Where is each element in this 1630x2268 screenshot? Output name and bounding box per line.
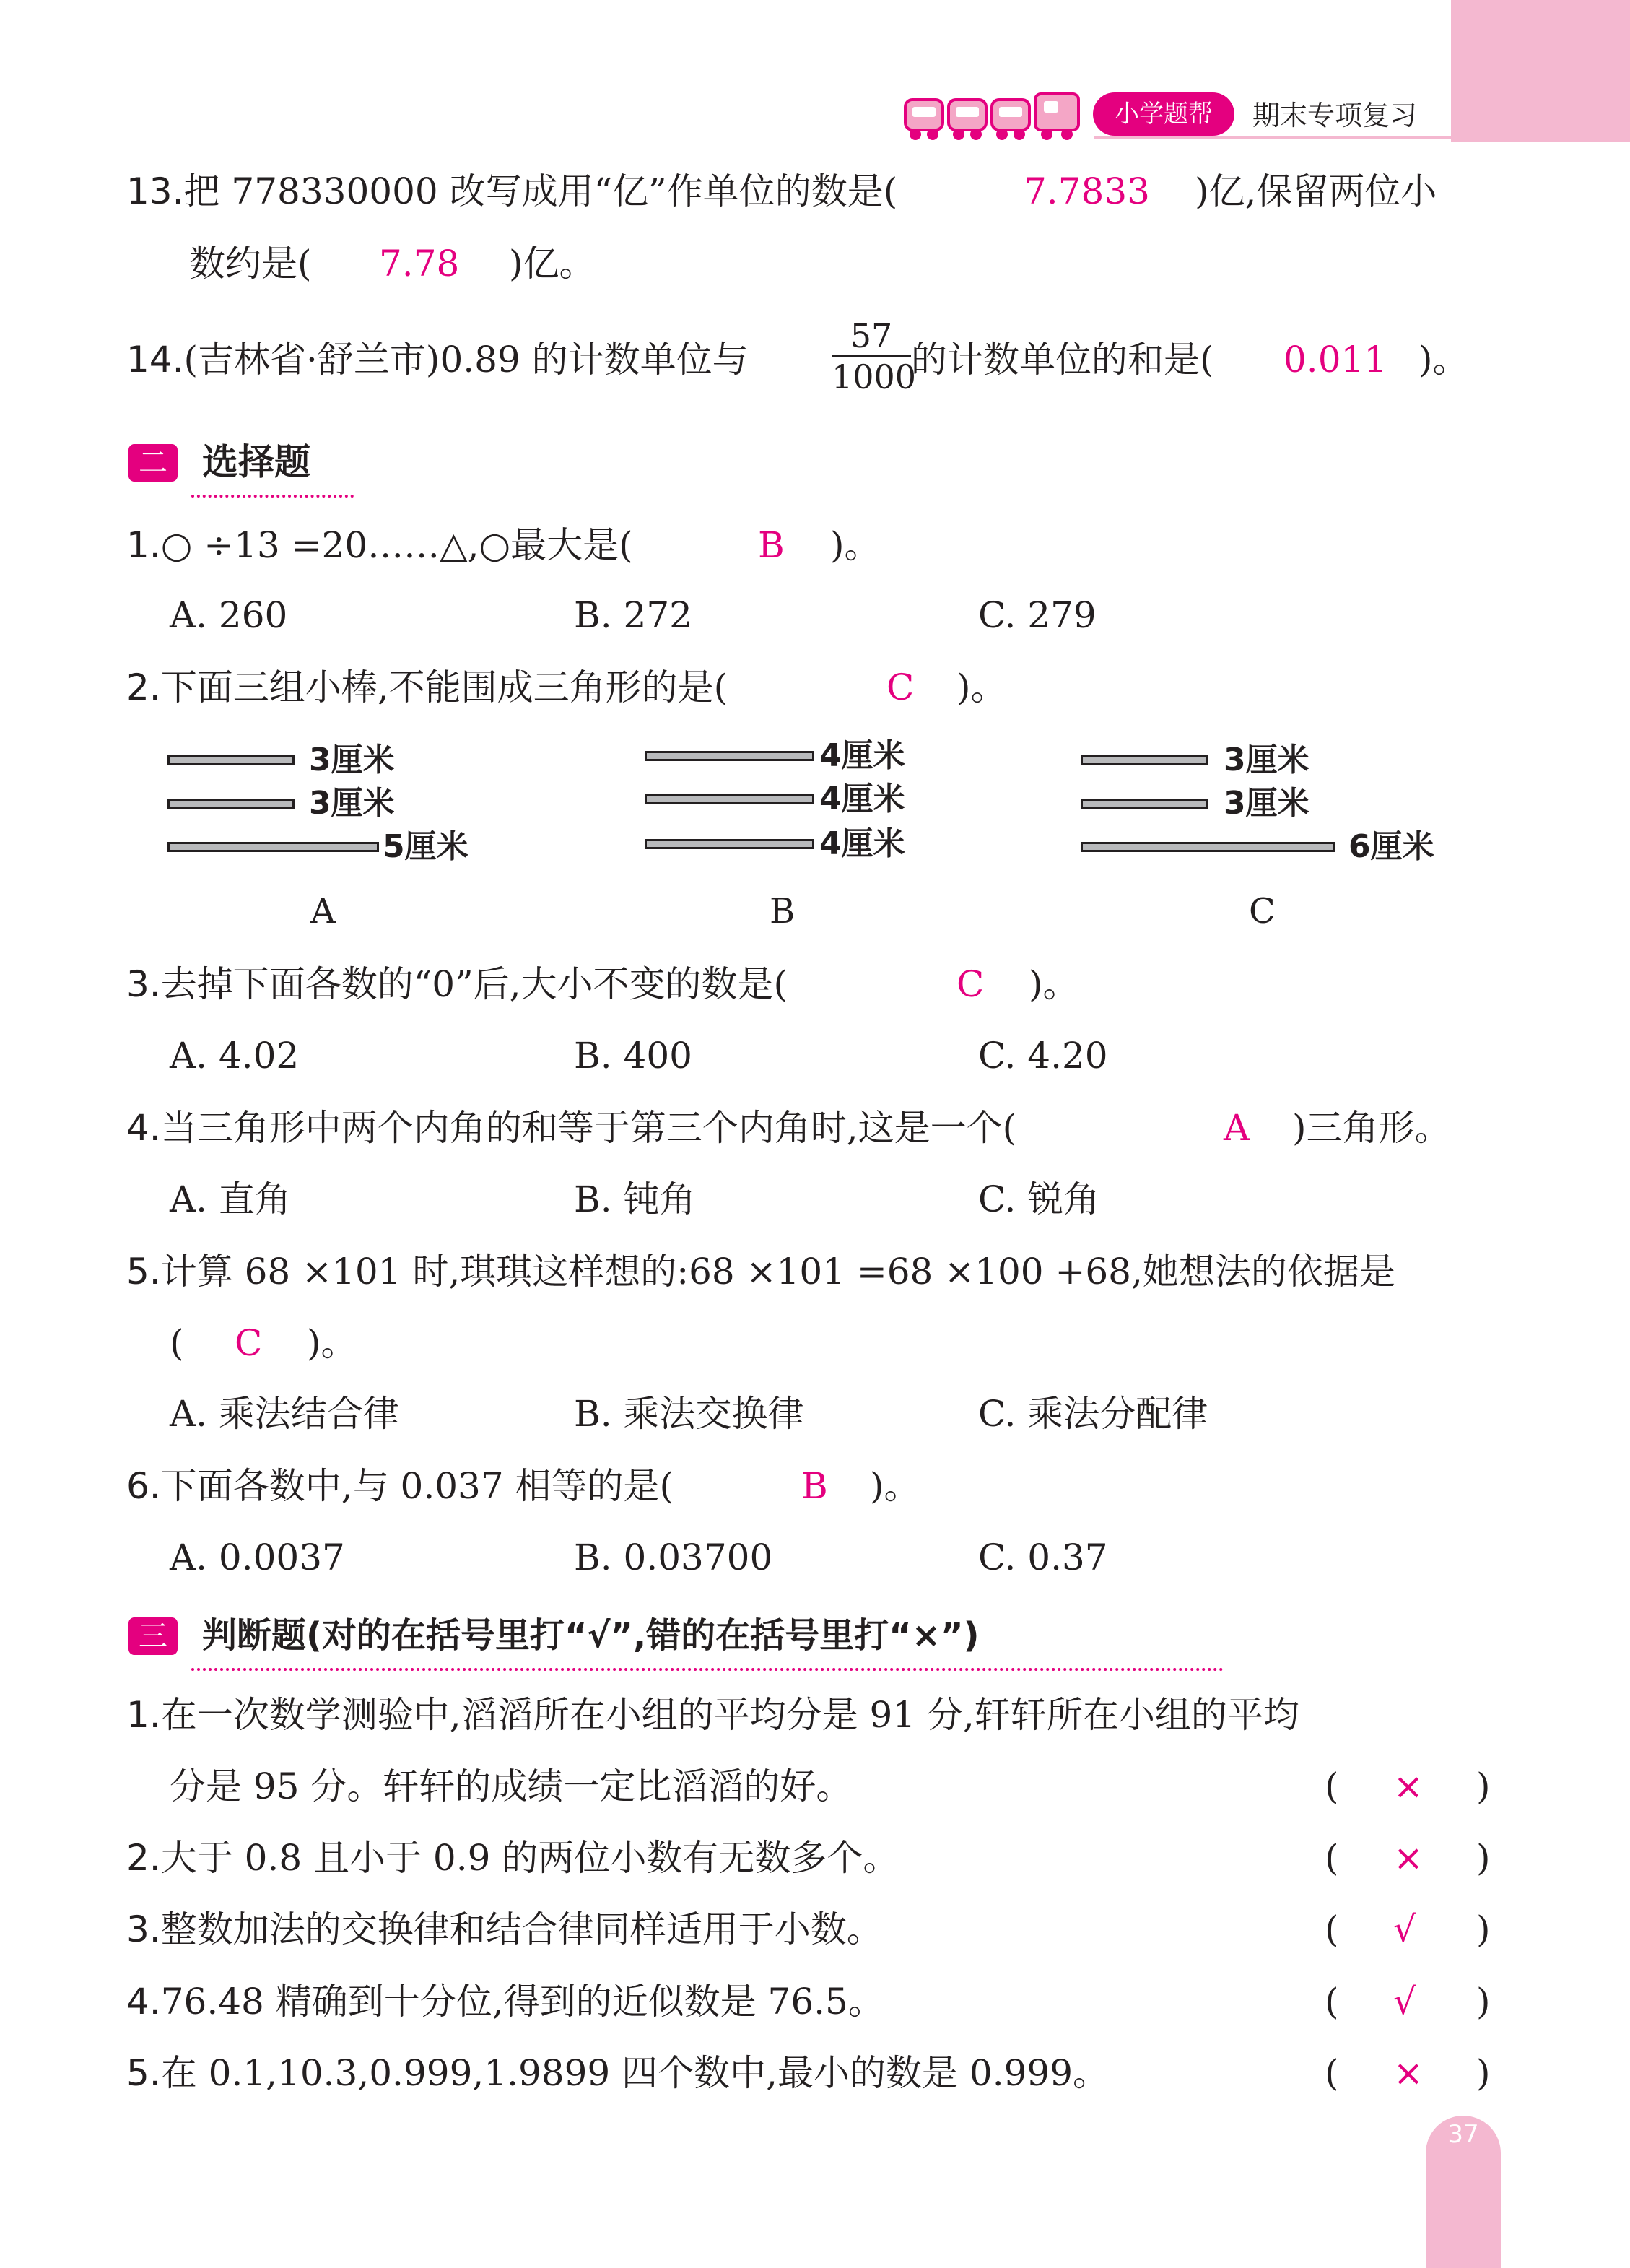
q14-answer: 0.011 — [1283, 339, 1387, 381]
s2-q5-option-c: C. 乘法分配律 — [978, 1393, 1208, 1435]
stick-b2-label: 4厘米 — [819, 781, 905, 817]
s3-q5-answer: × — [1393, 2052, 1424, 2094]
q14-number: 14. — [126, 339, 184, 381]
s2-q1-stem — [126, 523, 633, 567]
s3-q3-text: 整数加法的交换律和结合律同样适用于小数。 — [160, 1908, 883, 1950]
q13-line2: 数约是( — [189, 243, 312, 284]
s2-q5-option-a: A. 乘法结合律 — [170, 1393, 399, 1435]
fraction-denominator: 1000 — [832, 357, 917, 396]
s2-q3-answer: C — [956, 963, 985, 1005]
s2-q3-option-a: A. 4.02 — [170, 1035, 300, 1077]
train-icon — [902, 85, 1083, 144]
stick-a2 — [167, 799, 295, 809]
stick-a3 — [167, 842, 379, 852]
q13-stem-end: )亿,保留两位小 — [1195, 170, 1437, 212]
s3-q4-answer: √ — [1393, 1981, 1416, 2022]
s2-q3-text: 去掉下面各数的“0”后,大小不变的数是( — [160, 963, 788, 1005]
s3-q2-answer: × — [1393, 1837, 1424, 1879]
stick-b1 — [645, 751, 814, 761]
stick-c3-label: 6厘米 — [1348, 828, 1434, 865]
q14-line — [126, 338, 749, 381]
s3-q4-paren-close: ) — [1476, 1981, 1491, 2022]
section2-underline — [191, 495, 354, 498]
s2-q4-number: 4. — [126, 1107, 161, 1149]
s2-q4-answer: A — [1224, 1107, 1250, 1149]
stick-b2 — [645, 794, 814, 804]
s3-q3-answer: √ — [1393, 1908, 1416, 1950]
stick-c2-label: 3厘米 — [1224, 785, 1309, 822]
stick-a1-label: 3厘米 — [309, 742, 395, 778]
stick-a2-label: 3厘米 — [309, 785, 395, 822]
q13-line2-end: )亿。 — [509, 243, 596, 284]
s3-q3-paren-close: ) — [1476, 1908, 1491, 1950]
s2-q1-answer: B — [758, 524, 785, 566]
stick-c3 — [1081, 842, 1335, 852]
s2-q6-answer: B — [801, 1465, 828, 1507]
s3-q4-text: 76.48 精确到十分位,得到的近似数是 76.5。 — [160, 1981, 884, 2022]
s3-q4-line — [126, 1980, 884, 2023]
s2-q4-text: 当三角形中两个内角的和等于第三个内角时,这是一个( — [160, 1107, 1017, 1149]
s3-q5-paren-close: ) — [1476, 2052, 1491, 2094]
s2-q5-option-b: B. 乘法交换律 — [574, 1393, 804, 1435]
stick-b3 — [645, 839, 814, 849]
s2-q1-option-a: A. 260 — [170, 594, 288, 636]
s2-q3-stem — [126, 963, 788, 1006]
s2-q5-stem — [126, 1250, 1395, 1293]
s2-q3-number: 3. — [126, 963, 161, 1005]
q14-stem-mid: 的计数单位的和是( — [911, 339, 1214, 381]
stick-b1-label: 4厘米 — [819, 737, 905, 774]
q14-stem-end: )。 — [1418, 339, 1469, 381]
s3-q1-text: 在一次数学测验中,滔滔所在小组的平均分是 91 分,轩轩所在小组的平均 — [160, 1694, 1299, 1736]
s2-q6-option-a: A. 0.0037 — [170, 1537, 345, 1578]
s2-q6-option-c: C. 0.37 — [978, 1537, 1108, 1578]
s2-q2-answer: C — [886, 666, 915, 708]
header-rule — [1094, 136, 1451, 139]
s2-q6-stem — [126, 1464, 674, 1508]
stick-group-c-label: C — [1249, 891, 1276, 931]
fraction-numerator: 57 — [850, 316, 893, 355]
page-number-tab — [1426, 2116, 1501, 2268]
s2-q2-number: 2. — [126, 666, 161, 708]
s3-q2-number: 2. — [126, 1837, 161, 1879]
s3-q2-paren-close: ) — [1476, 1837, 1491, 1879]
s2-q6-stem-end: )。 — [870, 1465, 920, 1507]
s2-q6-option-b: B. 0.03700 — [574, 1537, 773, 1578]
s2-q4-option-c: C. 锐角 — [978, 1178, 1100, 1220]
section3-underline — [191, 1668, 1224, 1671]
s2-q3-option-b: B. 400 — [574, 1035, 692, 1077]
s2-q4-stem-end: )三角形。 — [1292, 1107, 1451, 1149]
q14-stem: (吉林省·舒兰市)0.89 的计数单位与 — [183, 339, 749, 381]
s3-q5-text: 在 0.1,10.3,0.999,1.9899 四个数中,最小的数是 0.999。 — [160, 2052, 1110, 2094]
page-number: 37 — [1447, 2120, 1479, 2149]
s3-q1-paren-close: ) — [1476, 1765, 1491, 1807]
s2-q4-stem — [126, 1106, 1016, 1150]
s3-q1-line1 — [126, 1693, 1299, 1737]
s2-q4-option-b: B. 钝角 — [574, 1178, 696, 1220]
s2-q1-text: ○ ÷13 =20……△,○最大是( — [160, 524, 633, 566]
q13-number: 13. — [126, 170, 184, 212]
s3-q4-paren-open: ( — [1325, 1981, 1339, 2022]
header-title: 期末专项复习 — [1252, 100, 1418, 131]
s2-q6-number: 6. — [126, 1465, 161, 1507]
s3-q3-line — [126, 1908, 883, 1951]
s2-q1-option-c: C. 279 — [978, 594, 1097, 636]
stick-a1 — [167, 755, 295, 765]
stick-a3-label: 5厘米 — [383, 828, 468, 865]
stick-c1-label: 3厘米 — [1224, 742, 1309, 778]
q13-stem: 把 778330000 改写成用“亿”作单位的数是( — [183, 170, 898, 212]
s3-q5-paren-open: ( — [1325, 2052, 1339, 2094]
s2-q1-stem-end: )。 — [830, 524, 881, 566]
stick-group-b-label: B — [770, 891, 796, 931]
s2-q5-stem-end: )。 — [307, 1322, 357, 1364]
s2-q5-text: 计算 68 ×101 时,琪琪这样想的:68 ×101 =68 ×100 +68,她想法的依据是 — [160, 1251, 1395, 1292]
header-badge: 小学题帮 — [1093, 92, 1234, 136]
section3-icon: 三 — [128, 1617, 178, 1655]
q13-answer2: 7.78 — [379, 243, 460, 284]
stick-c2 — [1081, 799, 1208, 809]
corner-decoration — [1451, 0, 1630, 142]
s2-q5-line2: ( — [170, 1322, 184, 1364]
stick-b3-label: 4厘米 — [819, 825, 905, 862]
s3-q1-answer: × — [1393, 1765, 1424, 1807]
q14-fraction — [832, 316, 917, 396]
s3-q2-paren-open: ( — [1325, 1837, 1339, 1879]
s3-q1-paren-open: ( — [1325, 1765, 1339, 1807]
section2-title: 选择题 — [202, 441, 310, 483]
s3-q2-text: 大于 0.8 且小于 0.9 的两位小数有无数多个。 — [160, 1837, 899, 1879]
s2-q5-number: 5. — [126, 1251, 161, 1292]
s3-q2-line — [126, 1836, 899, 1880]
s2-q5-answer: C — [235, 1322, 263, 1364]
s3-q5-number: 5. — [126, 2052, 161, 2094]
s2-q3-stem-end: )。 — [1029, 963, 1079, 1005]
s3-q3-paren-open: ( — [1325, 1908, 1339, 1950]
s3-q3-number: 3. — [126, 1908, 161, 1950]
s3-q5-line — [126, 2051, 1109, 2095]
s2-q2-stem-end: )。 — [956, 666, 1007, 708]
q13-answer1: 7.7833 — [1024, 170, 1150, 212]
s2-q1-number: 1. — [126, 524, 161, 566]
s2-q3-option-c: C. 4.20 — [978, 1035, 1108, 1077]
s2-q1-option-b: B. 272 — [574, 594, 692, 636]
section2-icon: 二 — [128, 444, 178, 482]
s2-q4-option-a: A. 直角 — [170, 1178, 291, 1220]
s2-q2-stem — [126, 666, 728, 709]
s3-q1-line2: 分是 95 分。轩轩的成绩一定比滔滔的好。 — [170, 1765, 853, 1807]
s2-q6-text: 下面各数中,与 0.037 相等的是( — [160, 1465, 674, 1507]
s3-q4-number: 4. — [126, 1981, 161, 2022]
s2-q2-text: 下面三组小棒,不能围成三角形的是( — [160, 666, 728, 708]
stick-c1 — [1081, 755, 1208, 765]
section3-title: 判断题(对的在括号里打“√”,错的在括号里打“×”) — [202, 1615, 980, 1656]
stick-group-a-label: A — [310, 891, 336, 931]
s3-q1-number: 1. — [126, 1694, 161, 1736]
q13-line1 — [126, 170, 897, 213]
